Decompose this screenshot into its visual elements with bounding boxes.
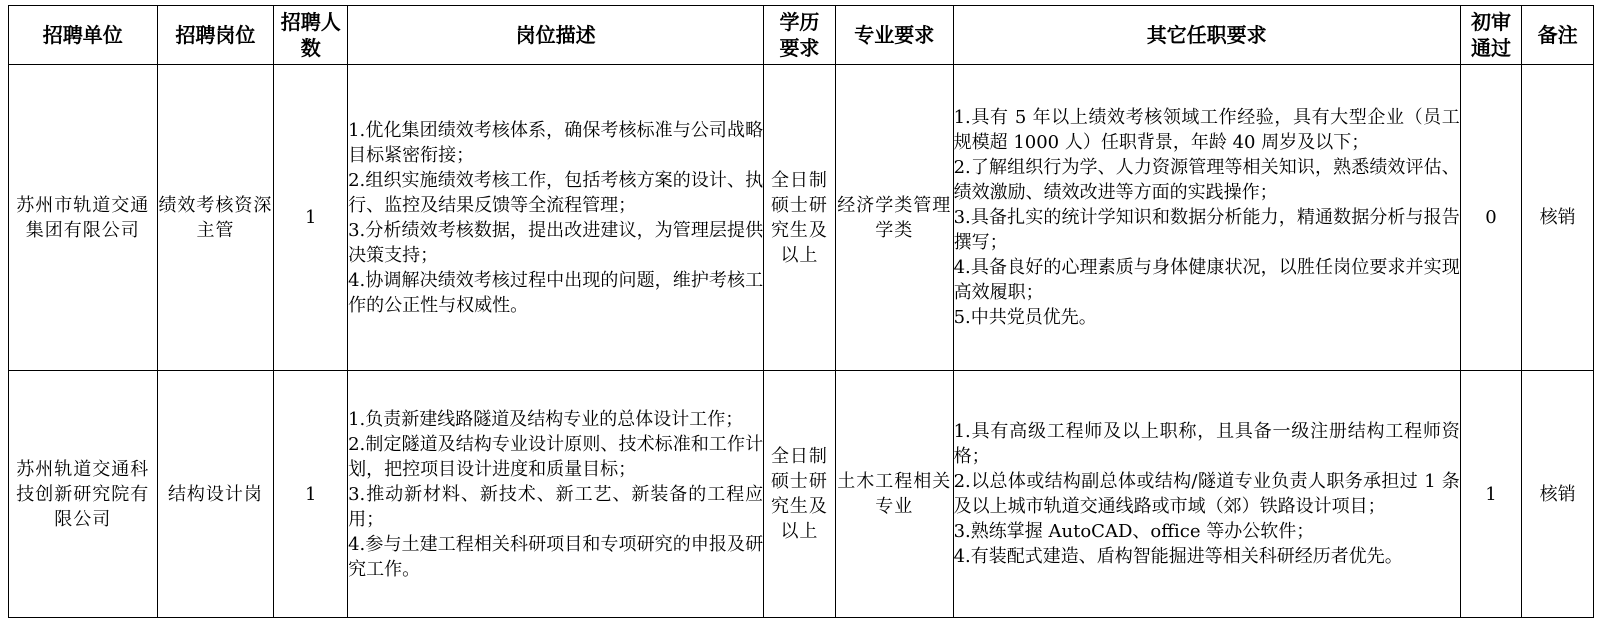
requirement-item: 3.熟练掌握 AutoCAD、office 等办公软件； bbox=[953, 521, 1315, 542]
requirement-item: 5.中共党员优先。 bbox=[953, 307, 1097, 328]
header-education: 学历要求 bbox=[764, 6, 836, 65]
passed-cell: 0 bbox=[1460, 65, 1521, 371]
description-item: 4.协调解决绩效考核过程中出现的问题，维护考核工作的公正性与权威性。 bbox=[348, 269, 764, 316]
header-count: 招聘人数 bbox=[274, 6, 348, 65]
requirement-item: 3.具备扎实的统计学知识和数据分析能力，精通数据分析与报告撰写； bbox=[953, 207, 1460, 253]
description-item: 3.推动新材料、新技术、新工艺、新装备的工程应用； bbox=[348, 483, 764, 530]
major-cell: 土木工程相关专业 bbox=[835, 371, 953, 618]
description-cell bbox=[348, 65, 764, 371]
header-unit: 招聘单位 bbox=[9, 6, 158, 65]
header-passed: 初审通过 bbox=[1460, 6, 1521, 65]
count-cell: 1 bbox=[274, 371, 348, 618]
requirement-item: 1.具有高级工程师及以上职称，且具备一级注册结构工程师资格； bbox=[953, 421, 1460, 467]
table-row bbox=[9, 65, 1594, 371]
description-item: 1.优化集团绩效考核体系，确保考核标准与公司战略目标紧密衔接； bbox=[348, 119, 764, 166]
description-item: 1.负责新建线路隧道及结构专业的总体设计工作； bbox=[348, 408, 744, 430]
header-major: 专业要求 bbox=[835, 6, 953, 65]
header-remark: 备注 bbox=[1522, 6, 1594, 65]
count-cell: 1 bbox=[274, 65, 348, 371]
recruitment-table bbox=[8, 5, 1594, 618]
description-item: 4.参与土建工程相关科研项目和专项研究的申报及研究工作。 bbox=[348, 533, 764, 580]
table-row bbox=[9, 371, 1594, 618]
description-item: 3.分析绩效考核数据，提出改进建议，为管理层提供决策支持； bbox=[348, 219, 764, 266]
requirement-item: 4.有装配式建造、盾构智能掘进等相关科研经历者优先。 bbox=[953, 546, 1403, 567]
unit-cell: 苏州轨道交通科技创新研究院有限公司 bbox=[9, 371, 158, 618]
position-cell: 结构设计岗 bbox=[157, 371, 274, 618]
description-item: 2.制定隧道及结构专业设计原则、技术标准和工作计划，把控项目设计进度和质量目标； bbox=[348, 433, 764, 480]
education-cell: 全日制硕士研究生及以上 bbox=[764, 371, 836, 618]
header-description: 岗位描述 bbox=[348, 6, 764, 65]
remark-cell: 核销 bbox=[1522, 65, 1594, 371]
header-row bbox=[9, 6, 1594, 65]
remark-cell: 核销 bbox=[1522, 371, 1594, 618]
passed-cell: 1 bbox=[1460, 371, 1521, 618]
education-cell: 全日制硕士研究生及以上 bbox=[764, 65, 836, 371]
description-cell bbox=[348, 371, 764, 618]
description-item: 2.组织实施绩效考核工作，包括考核方案的设计、执行、监控及结果反馈等全流程管理； bbox=[348, 169, 764, 216]
header-other: 其它任职要求 bbox=[953, 6, 1460, 65]
requirement-item: 2.以总体或结构副总体或结构/隧道专业负责人职务承担过 1 条及以上城市轨道交通线路或市域（郊）铁路设计项目； bbox=[953, 471, 1460, 517]
other-requirements-cell bbox=[953, 65, 1460, 371]
major-cell: 经济学类管理学类 bbox=[835, 65, 953, 371]
position-cell: 绩效考核资深主管 bbox=[157, 65, 274, 371]
other-requirements-cell bbox=[953, 371, 1460, 618]
header-position: 招聘岗位 bbox=[157, 6, 274, 65]
requirement-item: 4.具备良好的心理素质与身体健康状况，以胜任岗位要求并实现高效履职； bbox=[953, 257, 1460, 303]
requirement-item: 2.了解组织行为学、人力资源管理等相关知识，熟悉绩效评估、绩效激励、绩效改进等方面的实践操作； bbox=[953, 157, 1460, 203]
requirement-item: 1.具有 5 年以上绩效考核领域工作经验，具有大型企业（员工规模超 1000 人）任职背景，年龄 40 周岁及以下； bbox=[953, 107, 1460, 153]
unit-cell: 苏州市轨道交通集团有限公司 bbox=[9, 65, 158, 371]
